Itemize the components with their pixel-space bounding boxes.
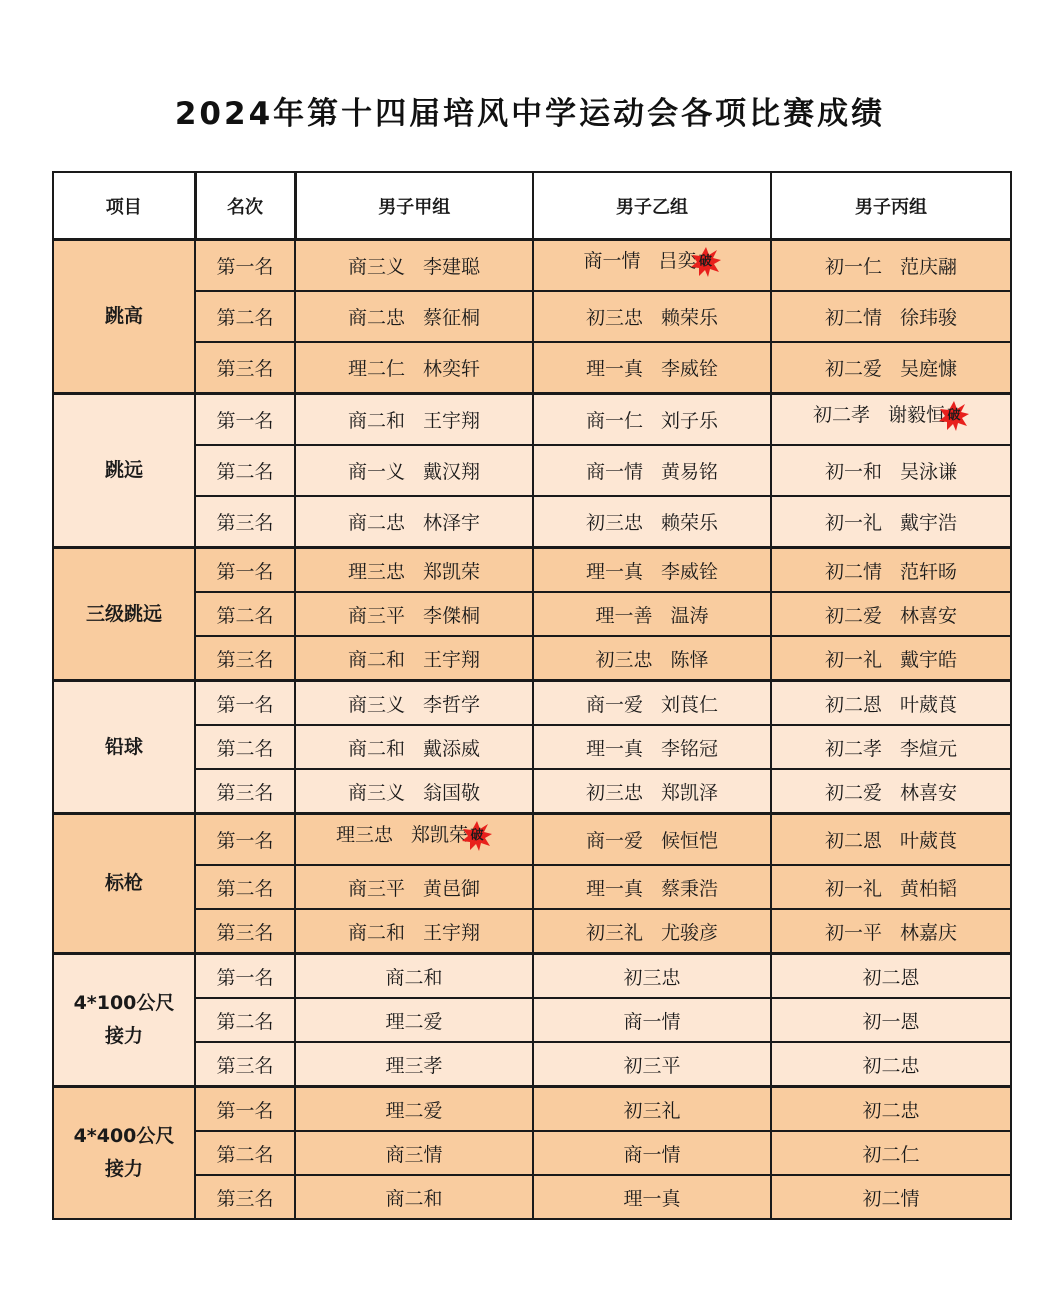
athlete-name: 林泽宇 xyxy=(423,512,481,534)
athlete-name: 林嘉庆 xyxy=(900,921,958,944)
table-row xyxy=(53,909,1011,954)
event-name: 铅球 xyxy=(53,681,195,814)
header-group-a: 男子甲组 xyxy=(295,172,533,240)
group-c-cell: 初二仁 xyxy=(771,1131,1011,1175)
athlete-name: 吴泳谦 xyxy=(900,461,958,483)
athlete-name: 李威铨 xyxy=(661,358,719,380)
class-name: 商一义 xyxy=(347,461,405,483)
athlete-name: 蔡秉浩 xyxy=(661,877,719,900)
athlete-name: 黄邑御 xyxy=(423,877,481,900)
athlete-name: 吴庭慷 xyxy=(900,358,958,380)
class-name: 初一仁 xyxy=(824,256,882,278)
table-row xyxy=(53,1042,1011,1087)
group-b-cell xyxy=(533,548,771,593)
group-b-cell xyxy=(533,240,771,292)
athlete-name: 李傑桐 xyxy=(423,604,481,627)
record-burst-icon xyxy=(462,821,492,851)
athlete-name: 王宇翔 xyxy=(423,921,481,944)
event-name: 三级跳远 xyxy=(53,548,195,681)
class-name: 初二恩 xyxy=(824,830,882,852)
class-name: 商一爱 xyxy=(585,693,643,716)
class-name: 初二情 xyxy=(824,307,882,329)
class-name: 商三平 xyxy=(347,604,405,627)
class-name: 初二孝 xyxy=(812,404,870,427)
event-name: 标枪 xyxy=(53,814,195,954)
table-row xyxy=(53,496,1011,548)
class-name: 商三平 xyxy=(347,877,405,900)
athlete-name: 刘子乐 xyxy=(661,410,719,432)
header-group-b: 男子乙组 xyxy=(533,172,771,240)
group-c-cell xyxy=(771,394,1011,446)
results-table xyxy=(52,171,1012,1220)
group-c-cell: 初一恩 xyxy=(771,998,1011,1042)
group-b-cell: 初三忠 xyxy=(533,954,771,999)
group-a-cell: 理二爱 xyxy=(295,1087,533,1132)
class-name: 初一和 xyxy=(824,461,882,483)
athlete-name: 王宇翔 xyxy=(423,410,481,432)
rank-cell: 第二名 xyxy=(195,1131,295,1175)
athlete-name: 蔡征桐 xyxy=(423,307,481,329)
event-group-shot-put xyxy=(53,681,1011,814)
class-name: 初二爱 xyxy=(824,781,882,804)
record-badge-label: 破 xyxy=(699,253,713,269)
athlete-name: 叶葳莨 xyxy=(900,693,958,716)
group-c-cell xyxy=(771,592,1011,636)
group-b-cell: 商一情 xyxy=(533,1131,771,1175)
class-name: 理一真 xyxy=(585,737,643,760)
class-name: 初一礼 xyxy=(824,648,882,671)
athlete-name: 范轩旸 xyxy=(900,560,958,583)
athlete-name: 范庆翮 xyxy=(900,256,958,278)
group-c-cell xyxy=(771,548,1011,593)
group-b-cell xyxy=(533,342,771,394)
event-name-line1: 4*400公尺 xyxy=(73,1125,175,1147)
rank-cell: 第三名 xyxy=(195,342,295,394)
athlete-name: 候恒恺 xyxy=(661,830,719,852)
event-name-line2: 接力 xyxy=(104,1158,143,1180)
athlete-name: 叶葳莨 xyxy=(900,830,958,852)
athlete-name: 翁国敬 xyxy=(423,781,481,804)
rank-cell: 第一名 xyxy=(195,548,295,593)
class-name: 商三义 xyxy=(347,693,405,716)
group-a-cell: 理三孝 xyxy=(295,1042,533,1087)
class-name: 理一善 xyxy=(595,604,653,627)
athlete-name: 刘莨仁 xyxy=(661,693,719,716)
header-event: 项目 xyxy=(53,172,195,240)
group-c-cell xyxy=(771,240,1011,292)
group-c-cell xyxy=(771,445,1011,496)
rank-cell: 第一名 xyxy=(195,954,295,999)
group-a-cell xyxy=(295,814,533,866)
group-a-cell: 商三情 xyxy=(295,1131,533,1175)
class-name: 商一仁 xyxy=(585,410,643,432)
group-c-cell: 初二忠 xyxy=(771,1042,1011,1087)
table-row xyxy=(53,592,1011,636)
group-b-cell: 理一真 xyxy=(533,1175,771,1219)
group-b-cell xyxy=(533,814,771,866)
table-row xyxy=(53,814,1011,866)
class-name: 商一爱 xyxy=(585,830,643,852)
group-c-cell xyxy=(771,291,1011,342)
table-row xyxy=(53,1087,1011,1132)
athlete-name: 吕奕 xyxy=(658,250,697,273)
group-a-cell xyxy=(295,291,533,342)
rank-cell: 第三名 xyxy=(195,636,295,681)
class-name: 初三忠 xyxy=(585,307,643,329)
class-name: 初二爱 xyxy=(824,358,882,380)
group-a-cell xyxy=(295,725,533,769)
class-name: 商三义 xyxy=(347,781,405,804)
event-name-line2: 接力 xyxy=(104,1025,143,1047)
header-group-c: 男子丙组 xyxy=(771,172,1011,240)
group-a-cell xyxy=(295,636,533,681)
class-name: 初三礼 xyxy=(585,921,643,944)
athlete-name: 李哲学 xyxy=(423,693,481,716)
group-c-cell xyxy=(771,496,1011,548)
athlete-name: 李煊元 xyxy=(900,737,958,760)
group-b-cell xyxy=(533,769,771,814)
record-burst-icon xyxy=(939,401,969,431)
athlete-name: 戴宇浩 xyxy=(900,512,958,534)
event-name xyxy=(53,954,195,1087)
group-c-cell xyxy=(771,636,1011,681)
table-row xyxy=(53,1175,1011,1219)
athlete-name: 李铭冠 xyxy=(661,737,719,760)
rank-cell: 第二名 xyxy=(195,865,295,909)
rank-cell: 第二名 xyxy=(195,445,295,496)
event-name-line1: 4*100公尺 xyxy=(73,992,175,1014)
athlete-name: 尤骏彦 xyxy=(661,921,719,944)
event-group-relay-100 xyxy=(53,954,1011,1087)
class-name: 商一情 xyxy=(585,461,643,483)
table-row xyxy=(53,725,1011,769)
group-a-cell xyxy=(295,909,533,954)
table-row xyxy=(53,865,1011,909)
table-row xyxy=(53,998,1011,1042)
event-name: 跳高 xyxy=(53,240,195,394)
table-row xyxy=(53,240,1011,292)
rank-cell: 第一名 xyxy=(195,240,295,292)
class-name: 理二仁 xyxy=(347,358,405,380)
table-row xyxy=(53,548,1011,593)
group-c-cell: 初二忠 xyxy=(771,1087,1011,1132)
group-c-cell xyxy=(771,814,1011,866)
class-name: 商二和 xyxy=(347,737,405,760)
rank-cell: 第二名 xyxy=(195,592,295,636)
rank-cell: 第一名 xyxy=(195,681,295,726)
group-a-cell: 商二和 xyxy=(295,1175,533,1219)
group-c-cell xyxy=(771,725,1011,769)
group-c-cell xyxy=(771,681,1011,726)
group-c-cell: 初二情 xyxy=(771,1175,1011,1219)
class-name: 商二忠 xyxy=(347,512,405,534)
group-a-cell xyxy=(295,865,533,909)
athlete-name: 郑凯荣 xyxy=(411,824,469,847)
header-row xyxy=(53,172,1011,240)
athlete-name: 林喜安 xyxy=(900,781,958,804)
class-name: 初二恩 xyxy=(824,693,882,716)
class-name: 商一情 xyxy=(583,250,641,273)
group-b-cell xyxy=(533,496,771,548)
rank-cell: 第二名 xyxy=(195,725,295,769)
class-name: 商二和 xyxy=(347,648,405,671)
athlete-name: 戴添威 xyxy=(423,737,481,760)
group-c-cell xyxy=(771,909,1011,954)
athlete-name: 赖荣乐 xyxy=(661,512,719,534)
group-a-cell xyxy=(295,681,533,726)
class-name: 商二和 xyxy=(347,921,405,944)
class-name: 初二孝 xyxy=(824,737,882,760)
class-name: 理一真 xyxy=(585,358,643,380)
athlete-name: 黄柏韬 xyxy=(900,877,958,900)
rank-cell: 第三名 xyxy=(195,1042,295,1087)
group-a-cell xyxy=(295,394,533,446)
athlete-name: 温涛 xyxy=(670,604,709,627)
class-name: 初三忠 xyxy=(585,512,643,534)
group-b-cell: 初三平 xyxy=(533,1042,771,1087)
rank-cell: 第二名 xyxy=(195,291,295,342)
group-a-cell xyxy=(295,445,533,496)
athlete-name: 林奕轩 xyxy=(423,358,481,380)
rank-cell: 第三名 xyxy=(195,769,295,814)
class-name: 初一平 xyxy=(824,921,882,944)
table-row xyxy=(53,769,1011,814)
athlete-name: 郑凯泽 xyxy=(661,781,719,804)
event-group-long-jump xyxy=(53,394,1011,548)
athlete-name: 谢毅恒 xyxy=(888,404,946,427)
athlete-name: 赖荣乐 xyxy=(661,307,719,329)
group-a-cell xyxy=(295,592,533,636)
athlete-name: 陈怿 xyxy=(670,648,709,671)
rank-cell: 第三名 xyxy=(195,1175,295,1219)
rank-cell: 第一名 xyxy=(195,394,295,446)
event-group-triple-jump xyxy=(53,548,1011,681)
event-name: 跳远 xyxy=(53,394,195,548)
group-b-cell xyxy=(533,725,771,769)
class-name: 初三忠 xyxy=(585,781,643,804)
group-b-cell xyxy=(533,636,771,681)
group-a-cell xyxy=(295,769,533,814)
group-c-cell: 初二恩 xyxy=(771,954,1011,999)
group-a-cell xyxy=(295,548,533,593)
table-row xyxy=(53,636,1011,681)
rank-cell: 第二名 xyxy=(195,998,295,1042)
group-a-cell xyxy=(295,496,533,548)
group-b-cell xyxy=(533,681,771,726)
table-row xyxy=(53,681,1011,726)
table-row xyxy=(53,954,1011,999)
class-name: 初一礼 xyxy=(824,512,882,534)
class-name: 理一真 xyxy=(585,560,643,583)
athlete-name: 李建聪 xyxy=(423,256,481,278)
table-row xyxy=(53,394,1011,446)
athlete-name: 王宇翔 xyxy=(423,648,481,671)
event-group-relay-400 xyxy=(53,1087,1011,1220)
group-a-cell xyxy=(295,342,533,394)
event-name xyxy=(53,1087,195,1220)
group-a-cell: 商二和 xyxy=(295,954,533,999)
rank-cell: 第一名 xyxy=(195,814,295,866)
class-name: 初二爱 xyxy=(824,604,882,627)
group-b-cell xyxy=(533,865,771,909)
group-b-cell xyxy=(533,394,771,446)
group-a-cell: 理二爱 xyxy=(295,998,533,1042)
athlete-name: 林喜安 xyxy=(900,604,958,627)
table-row xyxy=(53,291,1011,342)
rank-cell: 第三名 xyxy=(195,909,295,954)
group-b-cell xyxy=(533,909,771,954)
athlete-name: 李威铨 xyxy=(661,560,719,583)
athlete-name: 戴宇皓 xyxy=(900,648,958,671)
group-b-cell: 初三礼 xyxy=(533,1087,771,1132)
rank-cell: 第一名 xyxy=(195,1087,295,1132)
group-a-cell xyxy=(295,240,533,292)
athlete-name: 徐玮骏 xyxy=(900,307,958,329)
class-name: 初一礼 xyxy=(824,877,882,900)
athlete-name: 黄易铭 xyxy=(661,461,719,483)
group-b-cell xyxy=(533,592,771,636)
group-b-cell xyxy=(533,445,771,496)
rank-cell: 第三名 xyxy=(195,496,295,548)
class-name: 理三忠 xyxy=(347,560,405,583)
table-row xyxy=(53,445,1011,496)
record-badge-label: 破 xyxy=(470,827,484,843)
class-name: 商二和 xyxy=(347,410,405,432)
event-group-javelin xyxy=(53,814,1011,954)
group-c-cell xyxy=(771,769,1011,814)
record-badge-label: 破 xyxy=(947,407,961,423)
group-c-cell xyxy=(771,865,1011,909)
table-row xyxy=(53,342,1011,394)
athlete-name: 戴汉翔 xyxy=(423,461,481,483)
class-name: 理三忠 xyxy=(335,824,393,847)
class-name: 初三忠 xyxy=(595,648,653,671)
class-name: 商三义 xyxy=(347,256,405,278)
page-title: 2024年第十四届培风中学运动会各项比赛成绩 xyxy=(174,96,886,132)
class-name: 商二忠 xyxy=(347,307,405,329)
header-rank: 名次 xyxy=(195,172,295,240)
class-name: 初二情 xyxy=(824,560,882,583)
group-c-cell xyxy=(771,342,1011,394)
table-row xyxy=(53,1131,1011,1175)
class-name: 理一真 xyxy=(585,877,643,900)
group-b-cell xyxy=(533,291,771,342)
record-burst-icon xyxy=(691,247,721,277)
group-b-cell: 商一情 xyxy=(533,998,771,1042)
athlete-name: 郑凯荣 xyxy=(423,560,481,583)
event-group-high-jump xyxy=(53,240,1011,394)
